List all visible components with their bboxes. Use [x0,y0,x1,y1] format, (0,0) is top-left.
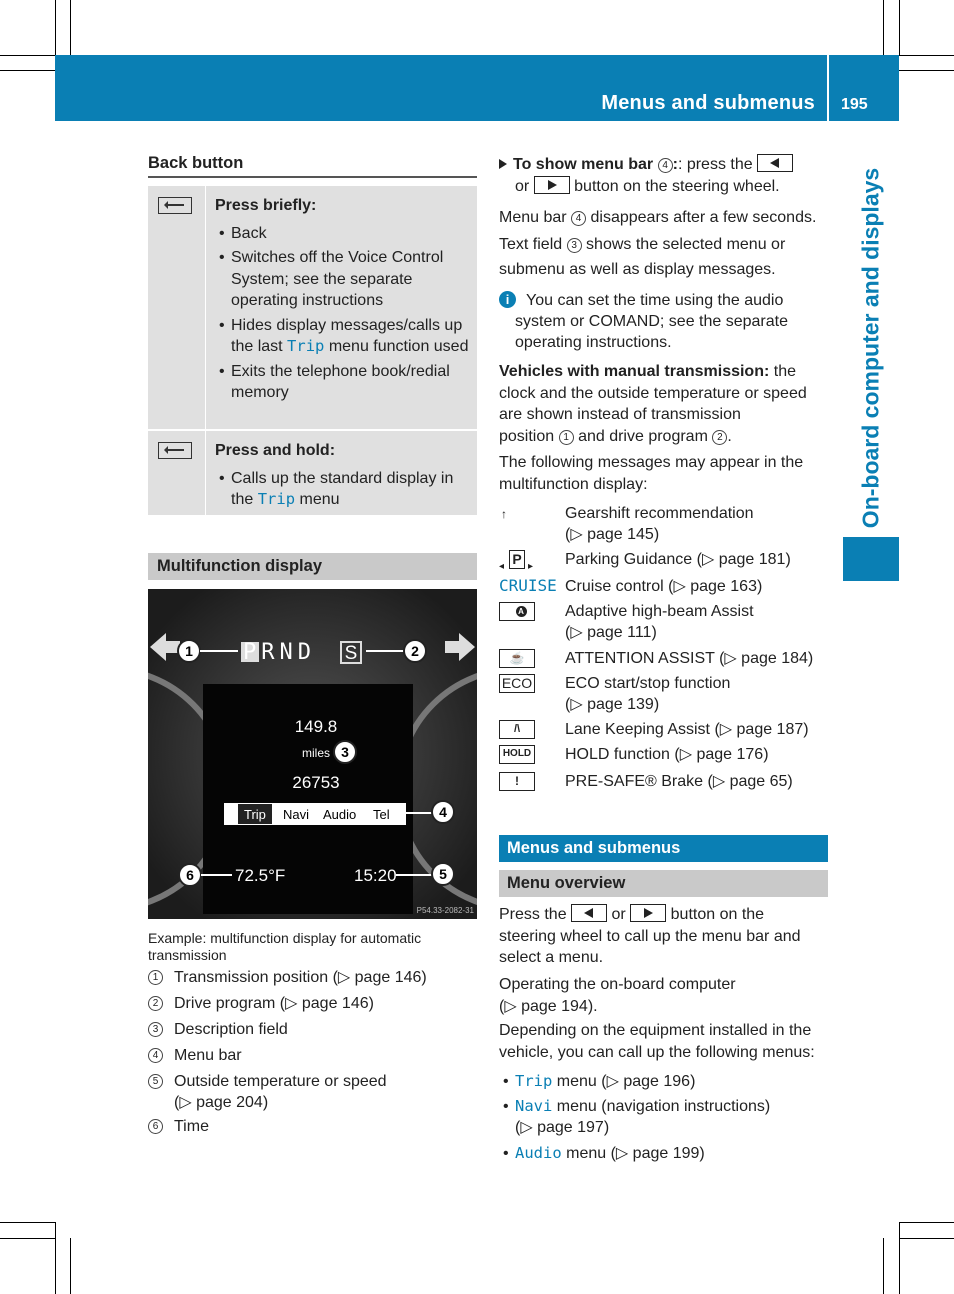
info-icon: i [499,291,516,308]
paragraph [499,207,816,229]
crop-mark [70,0,71,55]
header-separator [827,55,829,121]
header-title: Menus and submenus [601,92,815,114]
paragraph-text: clock and the outside temperature or speed [499,384,807,402]
legend-number: 4 [148,1048,163,1063]
paragraph-text: select a menu. [499,949,604,966]
image-code: P54.33-2082-31 [416,906,474,915]
section-title: Menus and submenus [507,839,681,857]
callout-number: 4 [439,804,447,820]
show-menu-bold: To show menu bar [513,156,654,173]
menu-description: (▷ page 197) [515,1119,610,1136]
trip-menu-word: Trip [257,490,296,508]
paragraph [499,1020,815,1063]
section-title: Multifunction display [157,557,322,575]
instrument-cluster-illustration [148,589,477,919]
menu-item-trip: Trip [244,807,266,822]
message-text: Parking Guidance (▷ page 181) [565,551,791,568]
paragraph-text: multifunction display: [499,475,648,493]
bullet-triangle-icon [499,159,507,169]
info-text: operating instructions. [515,334,672,351]
callout-number: 2 [411,643,419,659]
section-title: Menu overview [507,874,626,892]
message-text: Adaptive high-beam Assist [565,603,754,620]
message-text: (▷ page 139) [565,696,660,713]
menu-word: Audio [515,1144,562,1162]
distance-unit: miles [301,746,331,760]
parking-guidance-icon: ◂ P ▸ [499,551,534,572]
hold-icon: HOLD [499,745,535,764]
manual-bold: Vehicles with manual transmission: [499,363,770,380]
paragraph [499,452,803,495]
message-text: Gearshift recommendation [565,505,754,522]
list-item: • Back [215,223,471,245]
info-note [499,289,788,351]
paragraph-text: the [773,363,797,380]
left-arrow-button-icon [757,154,793,172]
paragraph-text: Menu bar [499,209,567,226]
callout-number: 6 [186,867,194,883]
paragraph-text: Depending on the equipment installed in the [499,1022,812,1039]
pre-safe-brake-icon: ! [499,772,535,791]
crop-mark [899,1222,900,1294]
list-item: • Exits the telephone book/redial memory [215,361,471,404]
side-chapter-title: On-board computer and displays [857,167,884,529]
multifunction-display-photo [148,589,477,919]
paragraph-text: Operating the on-board computer [499,976,736,993]
list-item [215,468,471,511]
back-button-icon [158,197,192,214]
outside-temperature: 72.5°F [235,866,286,885]
menu-word: Navi [515,1097,553,1115]
crop-mark [55,1222,56,1294]
crop-mark [883,1238,884,1294]
crop-mark [0,70,55,71]
legend-text: Menu bar [174,1047,242,1064]
multifunction-display-heading [148,553,477,580]
page-number: 195 [841,96,868,113]
message-text: ATTENTION ASSIST (▷ page 184) [565,650,814,667]
page-header [55,55,899,121]
crop-mark [0,55,55,56]
drive-program-text: S [344,643,358,664]
paragraph-text: position [499,427,555,445]
odometer-value: 26753 [292,773,340,792]
message-text: Lane Keeping Assist (▷ page 187) [565,721,809,738]
callout-ref: 1 [559,430,574,445]
press-briefly-label: Press briefly: [215,197,317,214]
crop-mark [899,1238,954,1239]
paragraph-text: shows the selected menu or [586,236,786,253]
back-button-icon [158,442,192,459]
list-item-text: Hides display messages/calls up the last [231,316,463,355]
message-text: (▷ page 145) [565,526,660,543]
clock-time: 15:20 [354,866,397,885]
gearshift-up-icon: ↑ [501,507,507,521]
eco-icon: ECO [499,674,535,693]
table-text-cell [215,440,471,514]
paragraph-text: button on the [670,906,765,923]
press-paragraph [499,904,801,969]
menu-item-tel: Tel [373,807,390,822]
attention-assist-icon: ☕ [499,649,535,668]
list-item-text: Calls up the standard display in the [231,469,454,508]
callout-ref: 4 [658,158,673,173]
menu-description: menu (navigation instructions) [556,1098,771,1115]
right-arrow-button-icon [534,176,570,194]
paragraph [499,974,736,1017]
lane-keeping-icon: /\ [499,720,535,739]
adaptive-highbeam-icon [499,602,535,621]
left-arrow-button-icon [571,904,607,922]
paragraph [499,234,785,283]
legend-number: 1 [148,970,163,985]
press-hold-list [215,468,471,511]
message-text: ECO start/stop function [565,675,731,692]
show-menu-instruction [499,154,829,197]
paragraph-text: are shown instead of transmission [499,406,741,423]
legend-text: (▷ page 204) [174,1094,269,1111]
crop-mark [899,55,954,56]
instruction-text: : press the [677,156,753,173]
gear-selector-text: PRND [243,640,316,665]
trip-distance-value: 149.8 [294,717,338,736]
message-text: (▷ page 111) [565,624,657,641]
legend-text: Drive program (▷ page 146) [174,995,374,1012]
show-menu-colon: : [672,156,678,173]
cruise-control-icon: CRUISE [499,576,557,595]
paragraph-text: disappears after a few seconds. [590,209,817,226]
message-text: PRE-SAFE® Brake (▷ page 65) [565,773,793,790]
heading-rule [148,176,477,178]
menu-description: menu (▷ page 196) [556,1073,696,1090]
paragraph-text: vehicle, you can call up the following menus: [499,1043,815,1061]
legend-text: Time [174,1118,209,1135]
highbeam-letter: A [516,606,527,617]
table-icon-cell [148,186,206,429]
legend-number: 6 [148,1119,163,1134]
manual-transmission-paragraph: Vehicles with manual transmission: the clock and the outside temperature or speed are shown instead of transmission position 1 and drive program 2 . [499,363,807,445]
message-text: HOLD function (▷ page 176) [565,746,769,763]
crop-mark [899,1222,954,1223]
crop-mark [55,0,56,55]
paragraph-text: and drive program [578,427,708,445]
parking-p-box: P [509,550,525,569]
press-briefly-list [215,223,471,404]
crop-mark [883,0,884,55]
list-item: • Switches off the Voice Control System; see the separate operating instructions [215,247,471,312]
menu-overview-heading [499,870,828,897]
legend-number: 5 [148,1074,163,1089]
menus-submenus-heading [499,835,828,862]
back-table-row-briefly [148,186,477,429]
crop-mark [899,0,900,55]
paragraph-text: The following messages may appear in the [499,454,804,471]
right-arrow-button-icon [630,904,666,922]
crop-mark [0,1238,55,1239]
instruction-text: button on the steering wheel. [574,177,780,195]
paragraph-text: (▷ page 194). [499,997,598,1015]
info-text: You can set the time using the audio [526,292,784,309]
callout-ref: 4 [571,211,586,226]
callout-number: 1 [185,643,193,659]
table-text-cell [215,195,471,407]
table-icon-cell [148,431,206,515]
paragraph-text: or [611,906,626,923]
crop-mark [70,1238,71,1294]
menu-item-audio: Audio [323,807,357,822]
menu-word: Trip [515,1072,553,1090]
paragraph-text: steering wheel to call up the menu bar and [499,927,801,945]
list-item-text: menu function used [328,338,469,355]
menu-description: menu (▷ page 199) [566,1145,705,1162]
list-item [215,315,471,358]
instruction-text: or [515,177,530,195]
menu-item-navi: Navi [283,807,310,822]
paragraph-text: submenu as well as display messages. [499,260,776,278]
legend-text: Outside temperature or speed [174,1073,387,1090]
message-text: Cruise control (▷ page 163) [565,578,763,595]
callout-number: 3 [341,744,349,760]
list-item-text: menu [299,491,340,508]
paragraph-text: Text field [499,236,563,253]
callout-number: 5 [439,866,447,882]
legend-number: 3 [148,1022,163,1037]
back-table-row-hold [148,431,477,515]
side-tab [843,537,899,581]
callout-ref: 2 [712,430,727,445]
trip-menu-word: Trip [287,337,325,355]
photo-caption: Example: multifunction display for automatic transmission [148,930,422,963]
back-button-heading: Back button [148,154,244,172]
legend-text: Transmission position (▷ page 146) [174,969,427,986]
info-text: system or COMAND; see the separate [515,313,788,330]
legend-number: 2 [148,996,163,1011]
crop-mark [0,1222,55,1223]
crop-mark [899,70,954,71]
paragraph-text: Press the [499,906,567,923]
legend-text: Description field [174,1021,288,1038]
callout-ref: 3 [567,238,582,253]
press-hold-label: Press and hold: [215,442,336,459]
